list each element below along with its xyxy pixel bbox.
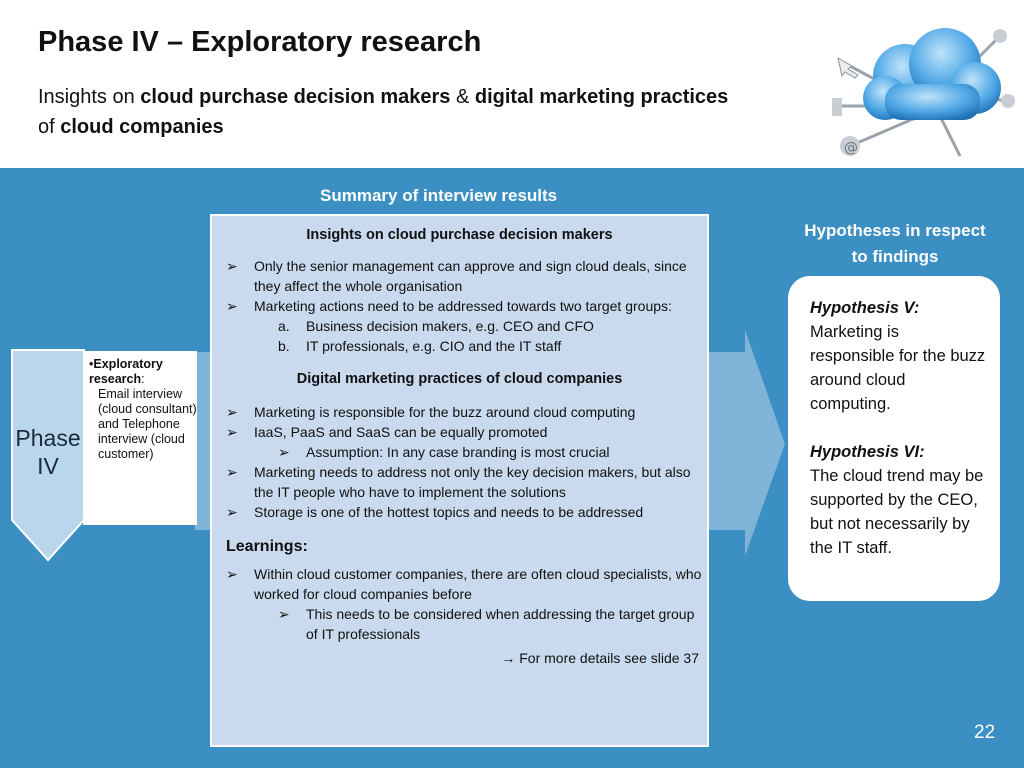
subtitle-part: & <box>450 86 475 108</box>
subtitle-part: of <box>38 116 61 138</box>
summary-title: Summary of interview results <box>320 186 558 205</box>
list-item <box>212 422 707 442</box>
list-item-text: Marketing needs to address not only the key decision makers, but also the IT people who have to implement the solutions <box>254 464 691 500</box>
slide-title: Phase IV – Exploratory research <box>38 26 482 58</box>
summary-box <box>210 214 709 747</box>
phase-label <box>12 424 84 480</box>
subtitle-part: cloud companies <box>60 116 224 138</box>
sub-item-text: This needs to be considered when addressing the target group of IT professionals <box>306 606 695 642</box>
list-item <box>212 296 707 316</box>
phase-description <box>83 351 197 525</box>
list-item <box>212 462 707 502</box>
sub-item-text: Assumption: In any case branding is most crucial <box>306 444 610 460</box>
list-item-text: Within cloud customer companies, there are often cloud specialists, who worked for cloud companies before <box>254 566 702 602</box>
list-item-text: Storage is one of the hottest topics and needs to be addressed <box>254 504 644 520</box>
arrow-bullet-icon: ➢ <box>226 298 238 314</box>
subtitle-part: digital marketing practices <box>474 86 729 108</box>
sub-item-marker: b. <box>278 338 290 354</box>
arrow-bullet-icon: ➢ <box>278 606 290 622</box>
hypotheses-box <box>788 276 1000 601</box>
insights-heading: Insights on cloud purchase decision makers <box>306 227 613 243</box>
bullet-marker: • <box>89 357 94 371</box>
list-item <box>212 256 707 296</box>
list-item-text: Only the senior management can approve and sign cloud deals, since they affect the whole organisation <box>254 258 687 294</box>
arrow-bullet-icon: ➢ <box>226 464 238 480</box>
sub-item <box>212 604 707 644</box>
more-details-link: → For more details see slide 37 <box>501 650 699 666</box>
sub-item <box>212 442 707 462</box>
hypothesis-vi-text: The cloud trend may be supported by the CEO, but not necessarily by the IT staff. <box>810 467 984 557</box>
sub-item-text: Business decision makers, e.g. CEO and CFO <box>306 318 594 334</box>
svg-text:@: @ <box>844 140 858 156</box>
sub-item <box>212 316 707 336</box>
hypothesis-vi-title: Hypothesis VI: <box>810 443 925 461</box>
learnings-heading: Learnings: <box>226 538 308 555</box>
hypothesis-v-text: Marketing is responsible for the buzz around cloud computing. <box>810 323 986 413</box>
list-item <box>212 402 707 422</box>
arrow-bullet-icon: ➢ <box>226 258 238 274</box>
hypotheses-title: Hypotheses in respect to findings <box>804 221 986 266</box>
list-item <box>212 564 707 604</box>
phase-label-line: Phase <box>15 425 81 451</box>
list-item-text: Marketing actions need to be addressed towards two target groups: <box>254 298 672 314</box>
hypothesis-v-title: Hypothesis V: <box>810 299 920 317</box>
list-item-text: Marketing is responsible for the buzz around cloud computing <box>254 404 636 420</box>
sub-item-text: IT professionals, e.g. CIO and the IT staff <box>306 338 562 354</box>
arrow-bullet-icon: ➢ <box>226 424 238 440</box>
list-item <box>212 502 707 522</box>
sub-item <box>212 336 707 356</box>
phase-label-line: IV <box>37 453 59 479</box>
phase-bullet-colon: : <box>141 372 145 386</box>
page-number: 22 <box>974 722 996 743</box>
phase-bullet-title: Exploratory research <box>89 357 163 386</box>
sub-item-marker: a. <box>278 318 290 334</box>
subtitle-part: cloud purchase decision makers <box>140 86 451 108</box>
arrow-bullet-icon: ➢ <box>226 404 238 420</box>
arrow-bullet-icon: ➢ <box>278 444 290 460</box>
arrow-bullet-icon: ➢ <box>226 504 238 520</box>
phase-details: Email interview (cloud consultant) and Telephone interview (cloud customer) <box>98 387 197 461</box>
list-item-text: IaaS, PaaS and SaaS can be equally promoted <box>254 424 548 440</box>
subtitle-part: Insights on <box>38 86 141 108</box>
arrow-bullet-icon: ➢ <box>226 566 238 582</box>
digital-heading: Digital marketing practices of cloud companies <box>296 371 623 387</box>
